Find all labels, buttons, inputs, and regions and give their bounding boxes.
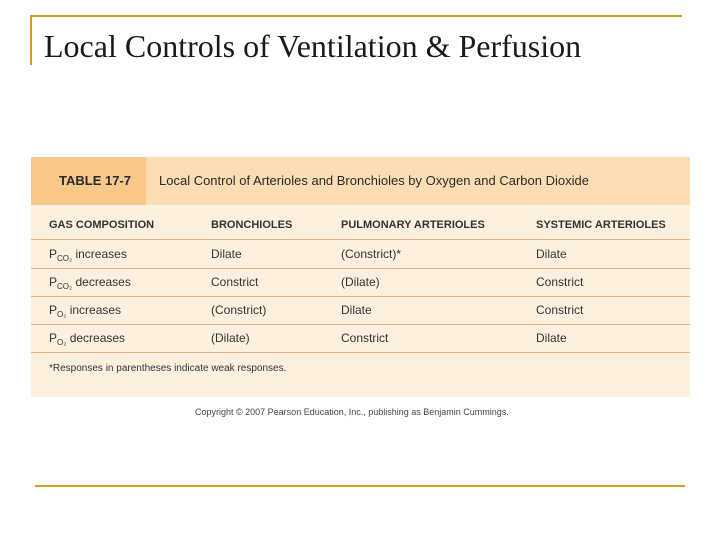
bronchioles-cell: (Dilate) [211, 331, 250, 345]
column-header-systemic: SYSTEMIC ARTERIOLES [536, 219, 666, 231]
gas-cell: $P_{O_2}$ increases [49, 303, 122, 319]
gas-cell: $P_{O_2}$ decreases [49, 331, 126, 347]
pulmonary-cell: (Constrict)* [341, 247, 402, 261]
row-divider [31, 352, 690, 353]
pulmonary-cell: Constrict [341, 331, 389, 345]
table-footnote: *Responses in parentheses indicate weak responses. [49, 363, 287, 374]
top-rule [30, 15, 682, 17]
table-row [31, 247, 690, 267]
table-number: TABLE 17-7 [59, 173, 131, 188]
bronchioles-cell: Constrict [211, 275, 259, 289]
column-header-pulmonary: PULMONARY ARTERIOLES [341, 219, 485, 231]
systemic-cell: Constrict [536, 303, 584, 317]
table-row [31, 275, 690, 295]
slide-title: Local Controls of Ventilation & Perfusion [44, 28, 582, 64]
column-headers [31, 219, 690, 235]
table-row [31, 331, 690, 351]
gas-cell: $P_{CO_2}$ increases [49, 247, 127, 263]
table-row [31, 303, 690, 323]
row-divider [31, 296, 690, 297]
table-caption: Local Control of Arterioles and Bronchioles by Oxygen and Carbon Dioxide [159, 173, 589, 188]
column-header-bronchioles: BRONCHIOLES [211, 219, 293, 231]
left-rule [30, 15, 32, 65]
systemic-cell: Dilate [536, 331, 567, 345]
systemic-cell: Dilate [536, 247, 567, 261]
header-divider [31, 239, 690, 240]
row-divider [31, 324, 690, 325]
table-number-badge [31, 157, 146, 205]
pulmonary-cell: (Dilate) [341, 275, 380, 289]
table-header [31, 157, 690, 205]
table [31, 157, 690, 397]
bottom-rule [35, 485, 685, 487]
copyright-text: Copyright © 2007 Pearson Education, Inc., publishing as Benjamin Cummings. [195, 407, 509, 417]
bronchioles-cell: Dilate [211, 247, 242, 261]
systemic-cell: Constrict [536, 275, 584, 289]
bronchioles-cell: (Constrict) [211, 303, 267, 317]
gas-cell: $P_{CO_2}$ decreases [49, 275, 131, 291]
column-header-gas: GAS COMPOSITION [49, 219, 155, 231]
row-divider [31, 268, 690, 269]
pulmonary-cell: Dilate [341, 303, 372, 317]
